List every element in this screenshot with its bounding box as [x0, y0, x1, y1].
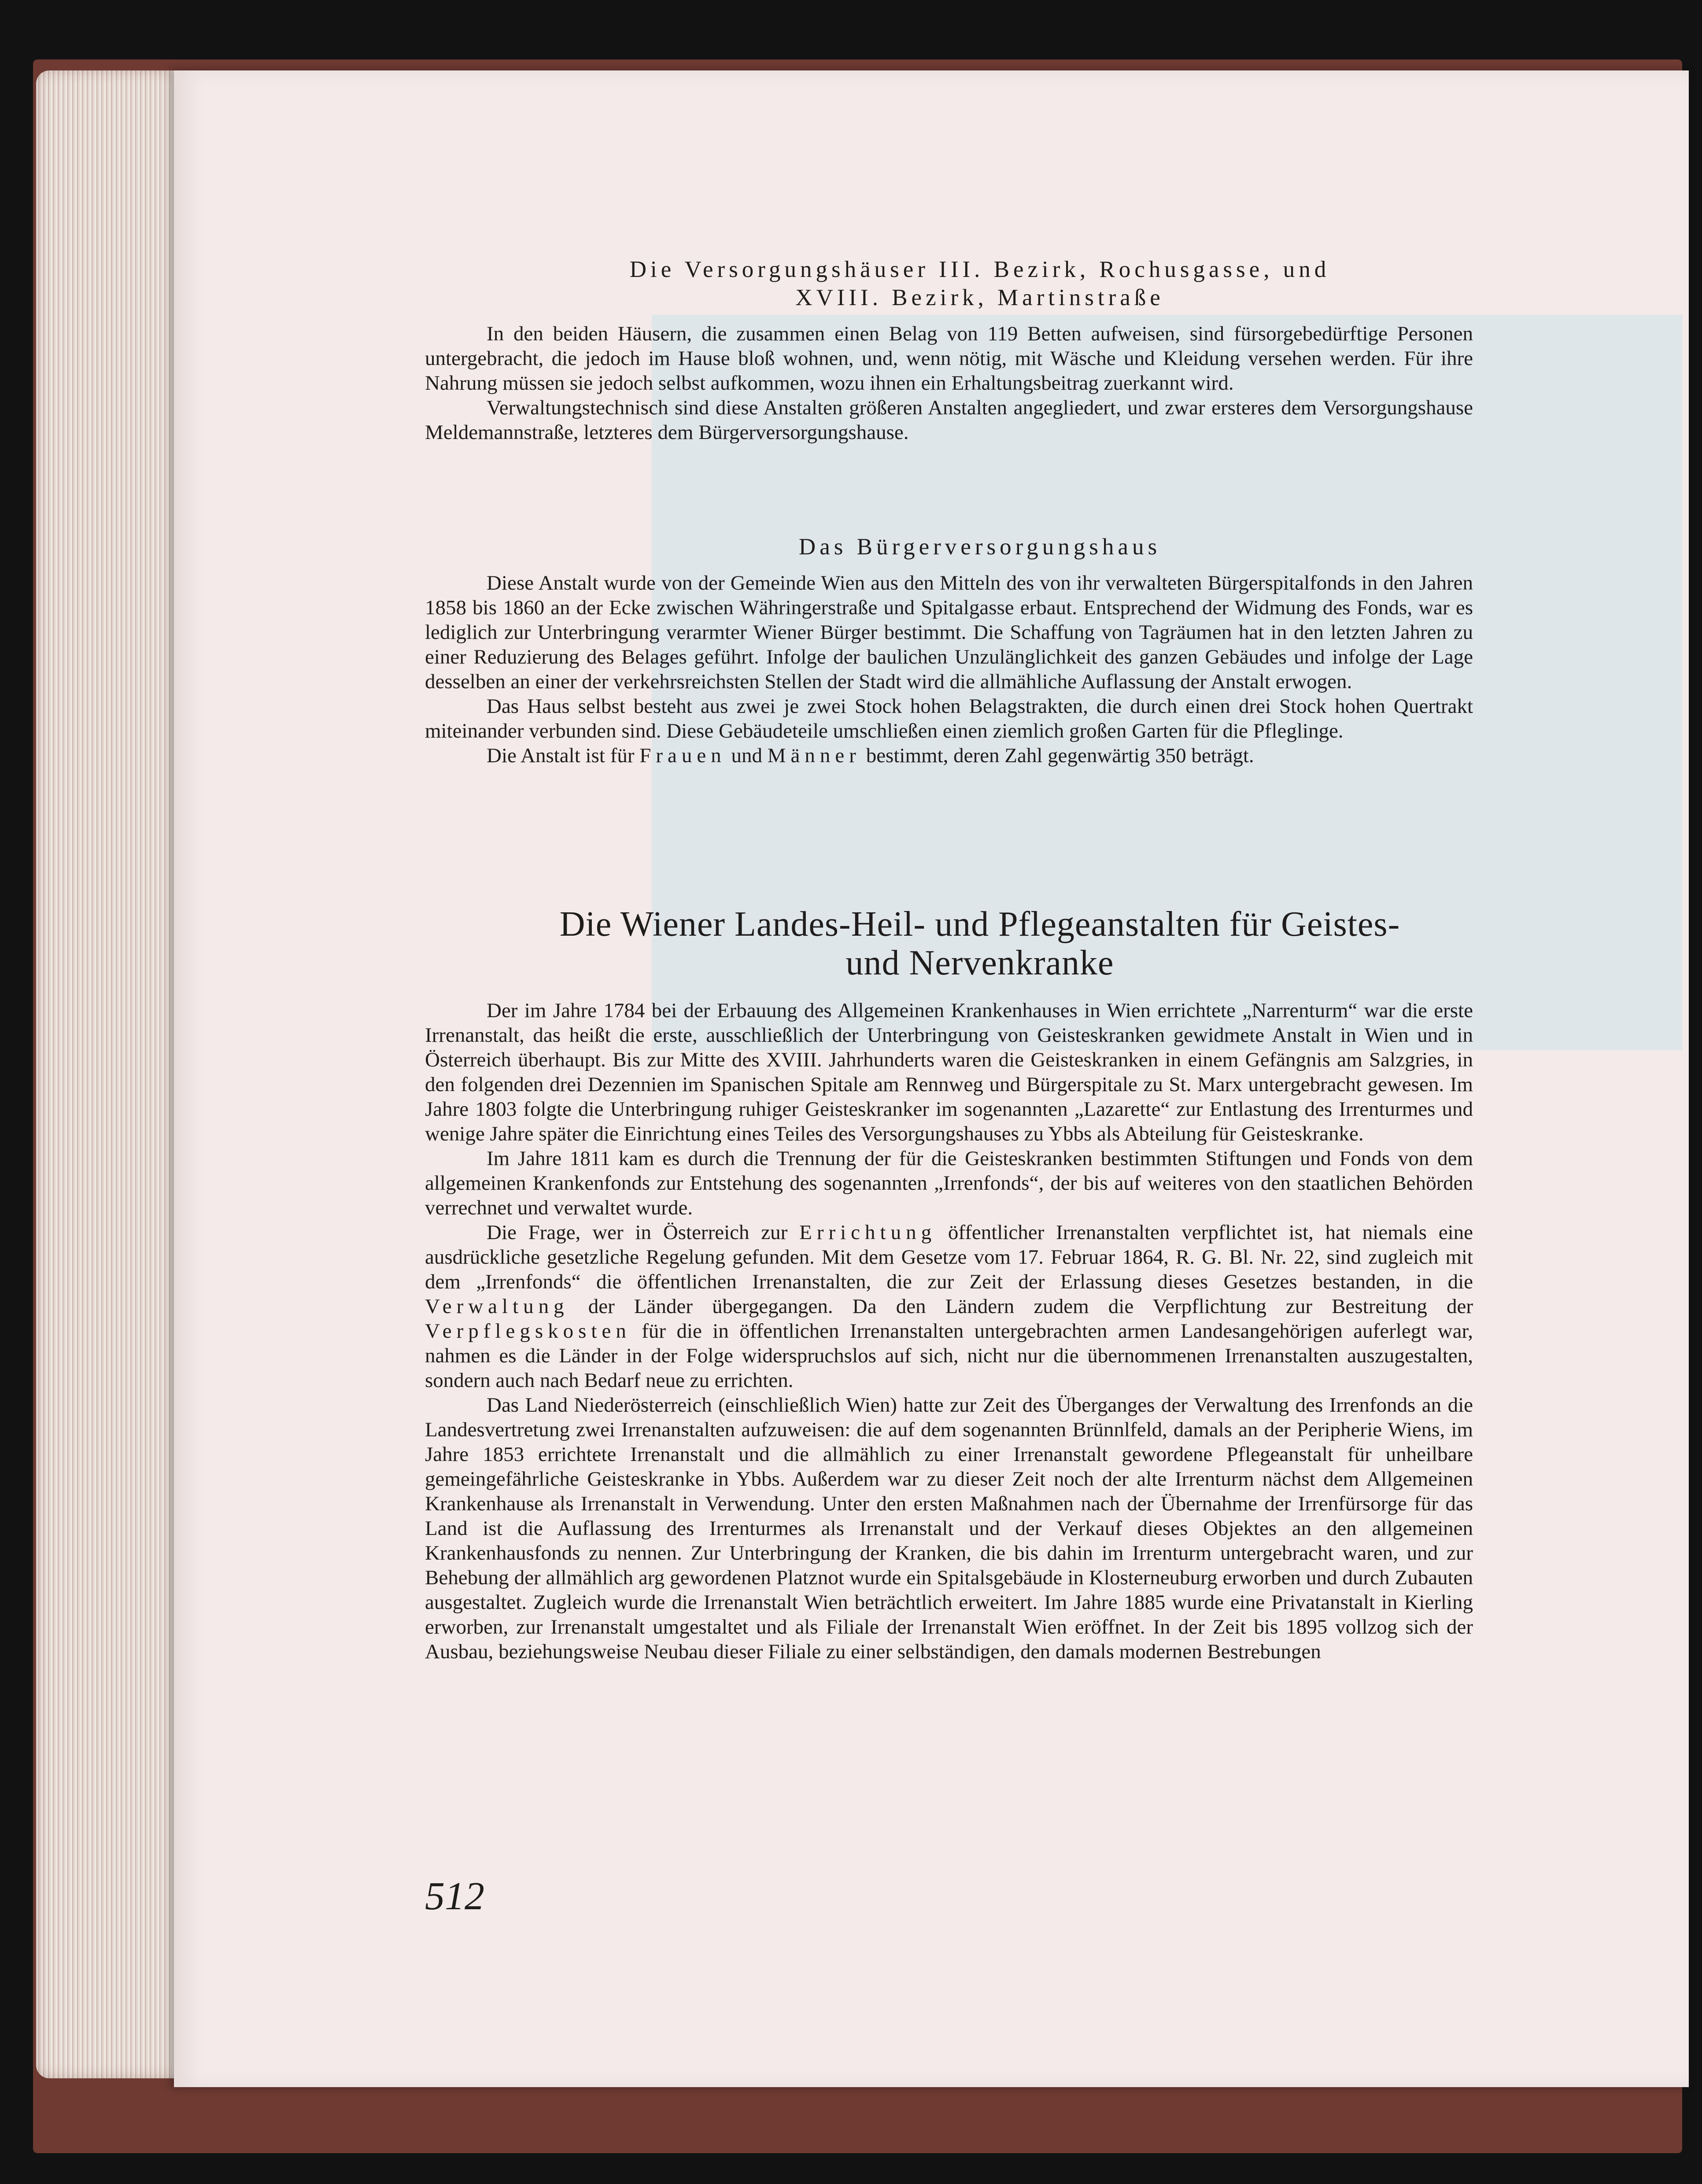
- section-heading: XVIII. Bezirk, Martinstraße: [795, 285, 1164, 310]
- emphasis: Verpflegskosten: [425, 1320, 631, 1343]
- emphasis: Frauen: [639, 744, 726, 767]
- text-run: der Länder übergegangen. Da den Ländern zudem die Verpflichtung zur Bestreitung der: [569, 1295, 1473, 1318]
- emphasis: Männer: [767, 744, 861, 767]
- paragraph: Das Haus selbst besteht aus zwei je zwei Stock hohen Belagstrakten, die durch einen drei Stock hohen Quertrakt miteinander verbunden sind. Diese Gebäudeteile umschließen einen ziemlich großen Garten für die Pfleglinge.: [425, 695, 1473, 742]
- text-run: für die in öffentlichen Irrenanstalten untergebrachten armen Landesangehörigen auferlegt war, nahmen es die Länder in der Folge widerspruchslos auf sich, nicht nur die übernommenen Irrenanstalten auszugestalten, sondern auch nach Bedarf neue zu errichten.: [425, 1320, 1473, 1392]
- emphasis: Errichtung: [799, 1221, 937, 1244]
- page-edges: [36, 70, 181, 2078]
- paragraph: [425, 743, 1473, 768]
- text-run: Die Anstalt ist für: [487, 744, 640, 767]
- page-number: 512: [425, 1874, 484, 1918]
- section-heading: Das Bürgerversorgungshaus: [798, 534, 1161, 560]
- text-run: und: [726, 744, 768, 767]
- paragraph: In den beiden Häusern, die zusammen einen Belag von 119 Betten aufweisen, sind fürsorgebedürftige Personen untergebracht, die jedoch im Hause bloß wohnen, und, wenn nötig, mit Wäsche und Kleidung versehen werden. Für ihre Nahrung müssen sie jedoch selbst aufkommen, wozu ihnen ein Erhaltungsbeitrag zuerkannt wird.: [425, 322, 1473, 395]
- section-heil-pflegeanstalten: [425, 905, 1473, 1664]
- paragraph: Verwaltungstechnisch sind diese Anstalten größeren Anstalten angegliedert, und zwar ersteres dem Versorgungshause Meldemannstraße, letzteres dem Bürgerversorgungshause.: [425, 396, 1473, 444]
- section-versorgungshaeuser: [425, 255, 1473, 445]
- text-run: bestimmt, deren Zahl gegenwärtig 350 beträgt.: [860, 744, 1254, 767]
- text-run: Die Frage, wer in Österreich zur: [487, 1221, 800, 1244]
- main-heading: Die Wiener Landes-Heil- und Pflegeanstalten für Geistes-: [559, 905, 1400, 944]
- text-run: öffentlicher Irrenanstalten verpflichtet ist, hat niemals eine ausdrückliche gesetzliche Regelung gefunden. Mit dem Gesetze vom 17. Februar 1864, R. G. Bl. Nr. 22, sind zugleich mit dem „Irrenfonds“ die öffentlichen Irrenanstalten, die zur Zeit der Erlassung dieses Gesetzes bestanden, in die: [425, 1221, 1473, 1293]
- paragraph: Das Land Niederösterreich (einschließlich Wien) hatte zur Zeit des Überganges der Verwaltung des Irrenfonds an die Landesvertretung zwei Irrenanstalten aufzuweisen: die auf dem sogenannten Brünnlfeld, damals an der Peripherie Wiens, im Jahre 1853 errichtete Irrenanstalt und die allmählich zu einer Irrenanstalt gewordene Pflegeanstalt für unheilbare gemeingefährliche Geisteskranke in Ybbs. Außerdem war zu dieser Zeit noch der alte Irrenturm nächst dem Allgemeinen Krankenhause als Irrenanstalt in Verwendung. Unter den ersten Maßnahmen nach der Übernahme der Irrenfürsorge für das Land ist die Auflassung des Irrenturmes als Irrenanstalt und der Verkauf dieses Objektes an den allgemeinen Krankenhausfonds zu nennen. Zur Unterbringung der Kranken, die bis dahin im Irrenturm untergebracht waren, und zur Behebung der allmählich arg gewordenen Platznot wurde ein Spitalsgebäude in Klosterneuburg erworben und durch Zubauten ausgestaltet. Zugleich wurde die Irrenanstalt Wien beträchtlich erweitert. Im Jahre 1885 wurde eine Privatanstalt in Kierling erworben, zur Irrenanstalt umgestaltet und als Filiale der Irrenanstalt Wien eröffnet. In der Zeit bis 1895 vollzog sich der Ausbau, beziehungsweise Neubau dieser Filiale zu einer selbständigen, den damals modernen Bestrebungen: [425, 1394, 1473, 1663]
- emphasis: Verwaltung: [425, 1295, 569, 1318]
- main-heading: und Nervenkranke: [845, 944, 1114, 982]
- section-heading: Die Versorgungshäuser III. Bezirk, Rochusgasse, und: [629, 257, 1330, 282]
- paragraph: Der im Jahre 1784 bei der Erbauung des Allgemeinen Krankenhauses in Wien errichtete „Narrenturm“ war die erste Irrenanstalt, das heißt die erste, ausschließlich der Unterbringung von Geisteskranken gewidmete Anstalt in Wien und in Österreich überhaupt. Bis zur Mitte des XVIII. Jahrhunderts waren die Geisteskranken in einem Gefängnis am Salzgries, in den folgenden drei Dezennien im Spanischen Spitale am Rennweg und Bürgerspitale zu St. Marx untergebracht gewesen. Im Jahre 1803 folgte die Unterbringung ruhiger Geisteskranker im sogenannten „Lazarette“ zur Entlastung des Irrenturmes und wenige Jahre später die Einrichtung eines Teiles des Versorgungshauses zu Ybbs als Abteilung für Geisteskranke.: [425, 999, 1473, 1145]
- paragraph: [425, 1220, 1473, 1393]
- paragraph: Im Jahre 1811 kam es durch die Trennung der für die Geisteskranken bestimmten Stiftungen und Fonds von dem allgemeinen Krankenfonds zur Entstehung des sogenannten „Irrenfonds“, der bis auf weiteres von den staatlichen Behörden verrechnet und verwaltet wurde.: [425, 1147, 1473, 1219]
- section-buergerversorgungshaus: [425, 533, 1473, 768]
- paragraph: Diese Anstalt wurde von der Gemeinde Wien aus den Mitteln des von ihr verwalteten Bürgerspitalfonds in den Jahren 1858 bis 1860 an der Ecke zwischen Währingerstraße und Spitalgasse erbaut. Entsprechend der Widmung des Fonds, war es lediglich zur Unterbringung verarmter Wiener Bürger bestimmt. Die Schaffung von Tagräumen hat in den letzten Jahren zu einer Reduzierung des Belages geführt. Infolge der baulichen Unzulänglichkeit des ganzen Gebäudes und infolge der Lage desselben an einer der verkehrsreichsten Stellen der Stadt wird die allmähliche Auflassung der Anstalt erwogen.: [425, 572, 1473, 693]
